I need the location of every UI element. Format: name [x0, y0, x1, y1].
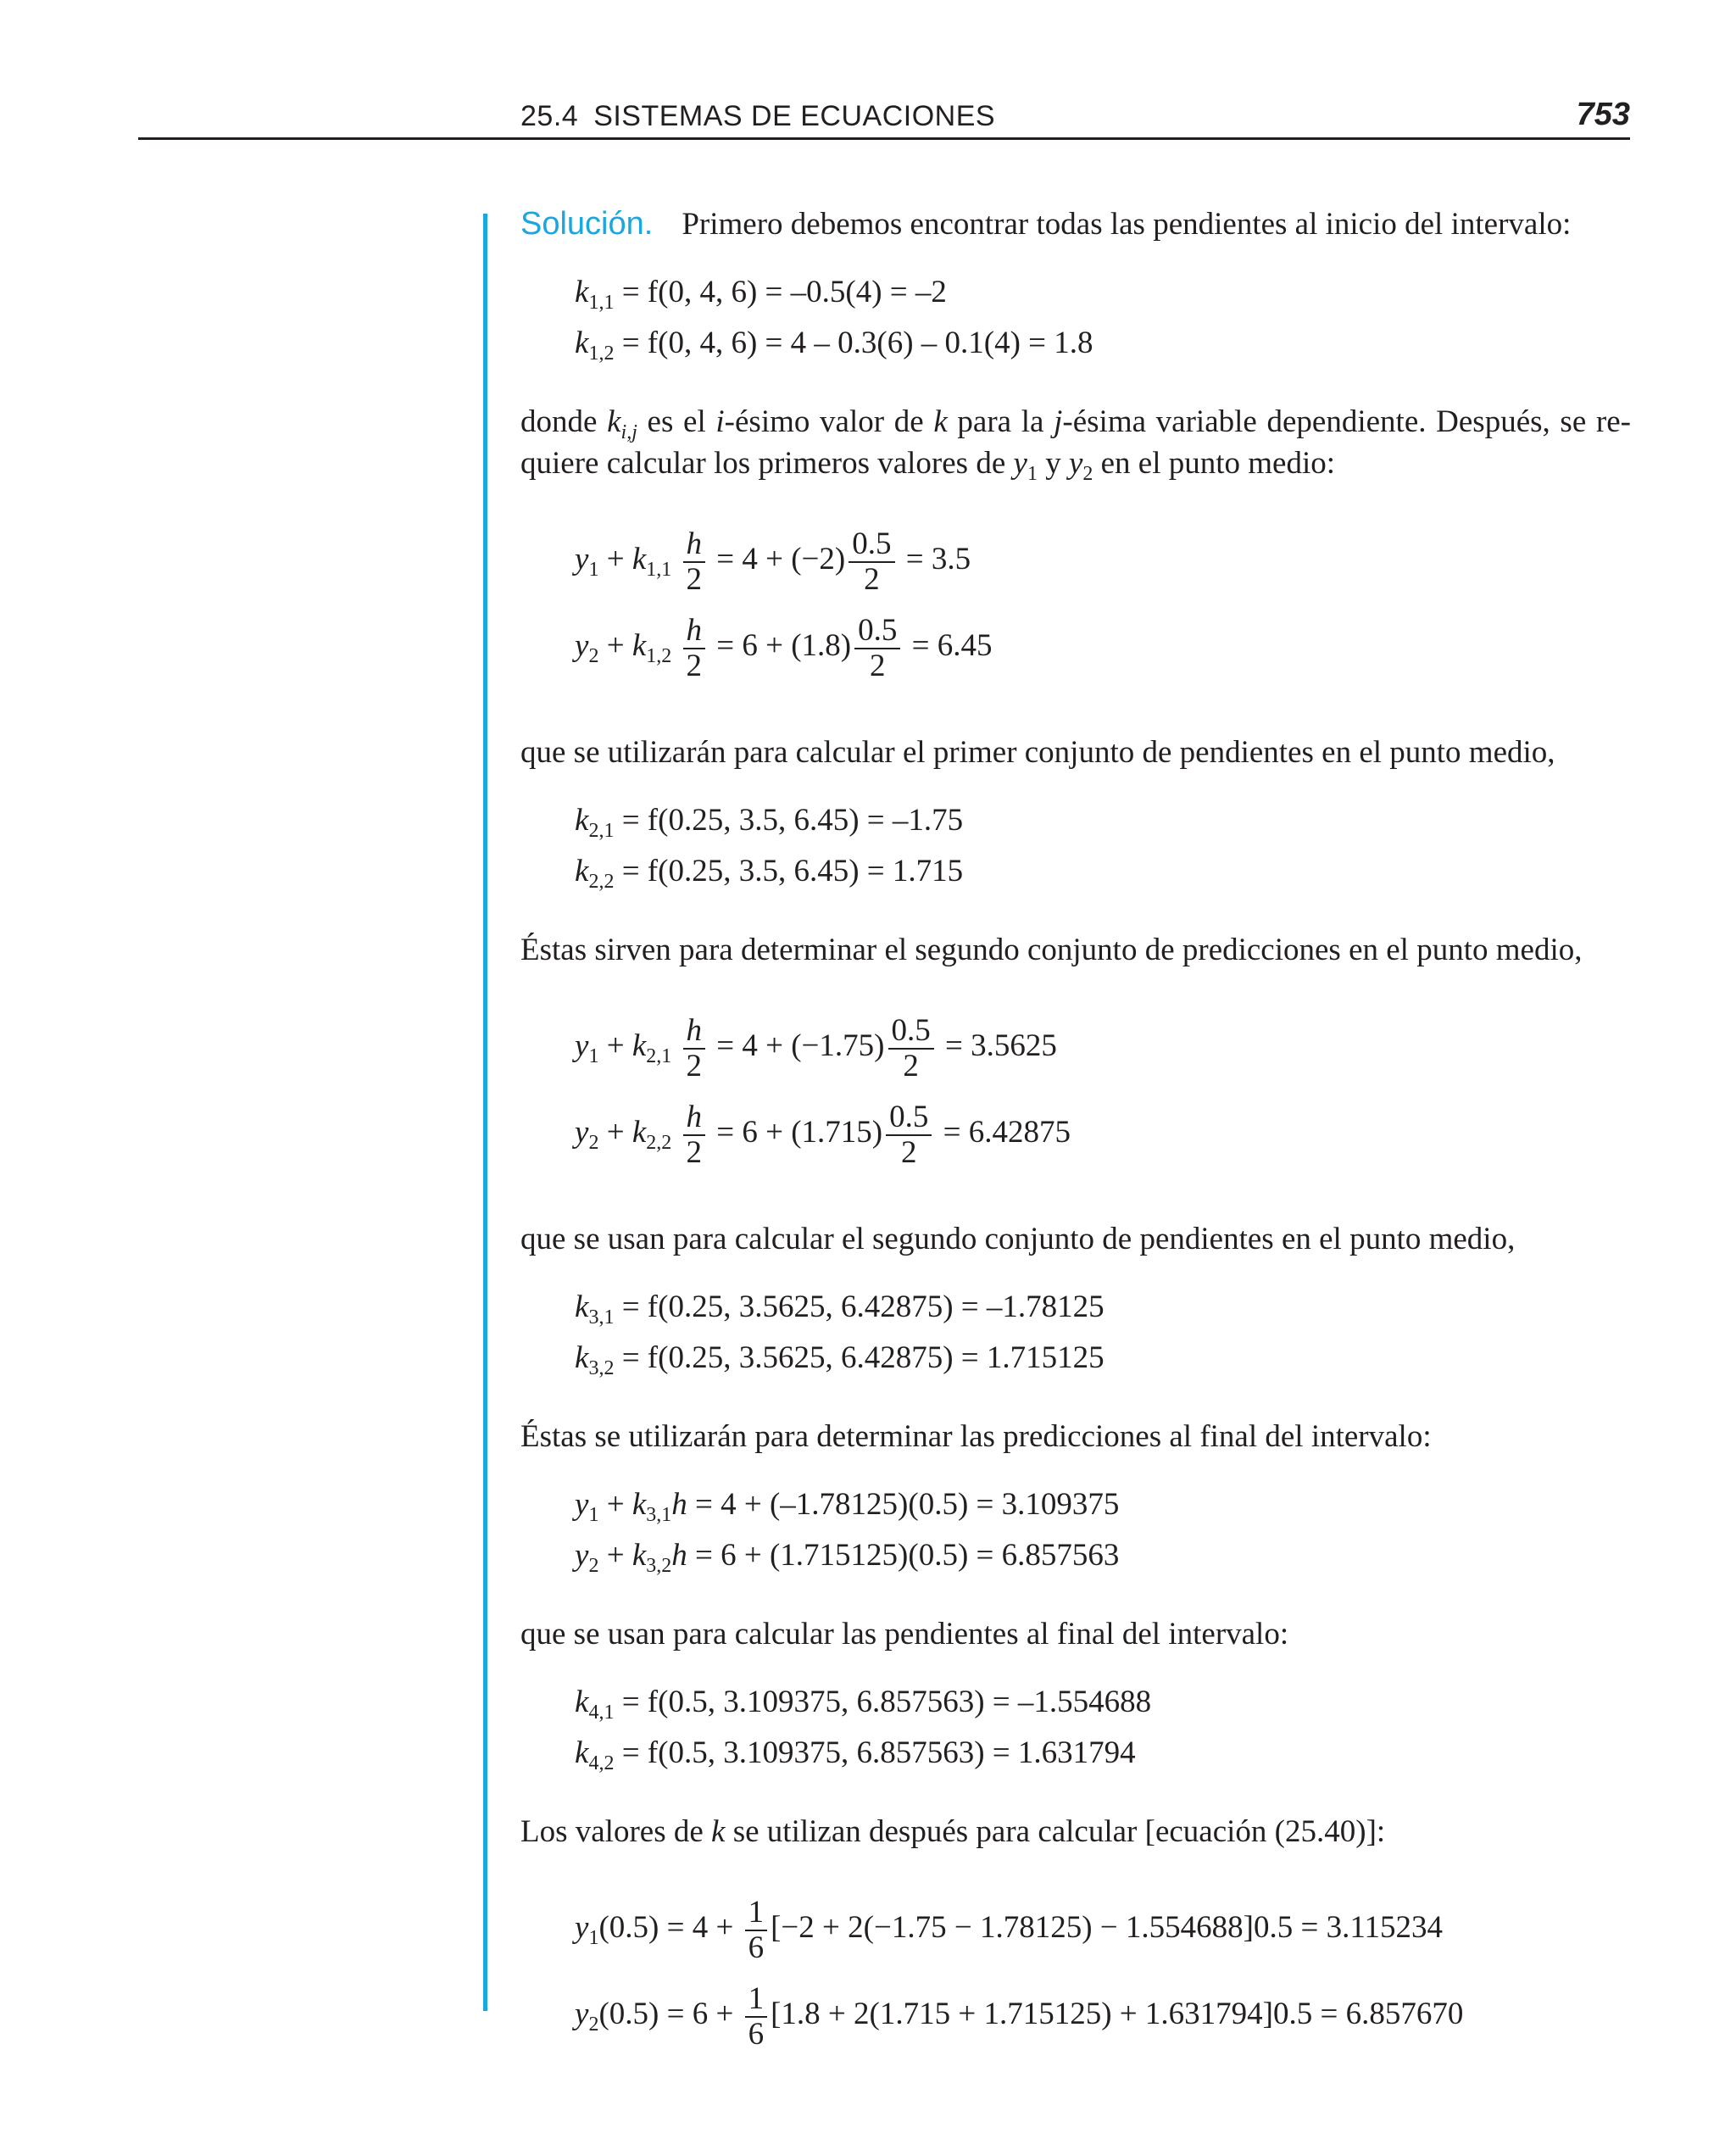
equation-y1-mid1: $y_1 + k_{1,1}$ $\frac{h}{2}$ = 4 + (−2) $\frac{0.5}{2}$ = 3.5 — [575, 526, 971, 597]
equation-k31: $k_{3,1} = f(0.25$, 3.5625, 6.42875) = –1.78125 — [575, 1289, 1104, 1328]
paragraph-text: que se usan para calcular el segundo conjunto de pendientes en el punto medio, — [520, 1222, 1516, 1256]
paragraph-text: que se usan para calcular las pendientes al final del intervalo: — [520, 1617, 1289, 1651]
section-title: SISTEMAS DE ECUACIONES — [593, 100, 996, 132]
equation-y2-end: $y_2 + k_{3,2}h = 6 + (1.715125)(0.5) = 6.857563$ — [575, 1538, 1120, 1577]
equation-y1-mid2: $y_1 + k_{2,1}$ $\frac{h}{2}$ = 4 + (−1.75) $\frac{0.5}{2}$ = 3.5625 — [575, 1012, 1057, 1083]
section-number: 25.4 — [520, 100, 579, 132]
equation-y1-final: $y_1(0.5) = 4$ + $\frac{1}{6}$ [−2 + 2(−1.75 − 1.78125) − 1.554688]0.5 = 3.115234 — [575, 1894, 1443, 1965]
equation-block-k4 — [575, 1677, 1631, 1779]
paragraph-final: Los valores de k se utilizan después para calcular [ecuación (25.40)]: — [520, 1814, 1386, 1849]
running-header — [138, 92, 1630, 140]
equation-block-mid1 — [575, 516, 1631, 689]
paragraph-text: Éstas sirven para determinar el segundo conjunto de predicciones en el punto medio, — [520, 933, 1583, 967]
paragraph-text: Primero debemos encontrar todas las pendientes al inicio del intervalo: — [682, 207, 1572, 242]
paragraph-intro — [520, 203, 1631, 245]
equation-block-final — [575, 1885, 1631, 2058]
equation-block-mid2 — [575, 1003, 1631, 1176]
solution-body — [520, 203, 1631, 2058]
equation-k21: $k_{2,1} = f(0.25$, 3.5, 6.45) = –1.75 — [575, 803, 964, 842]
paragraph-text: Éstas se utilizarán para determinar las predicciones al final del intervalo: — [520, 1419, 1432, 1454]
equation-y2-final: $y_2(0.5) = 6$ + $\frac{1}{6}$ [1.8 + 2(1.715 + 1.715125) + 1.631794]0.5 = 6.857670 — [575, 1980, 1464, 2052]
equation-k32: $k_{3,2} = f(0.25$, 3.5625, 6.42875) = 1.715125 — [575, 1340, 1104, 1379]
page-number: 753 — [1576, 97, 1630, 132]
solution-margin-bar — [483, 214, 487, 2011]
equation-block-k1 — [575, 267, 1631, 369]
equation-block-k3 — [575, 1282, 1631, 1384]
section-heading — [520, 100, 995, 133]
paragraph-donde: donde $k_{i,j}$ es el i-ésimo valor de k para la j-ésima variable dependiente. Después, se re-quiere calcular los primeros valores de $y_1$ y $y_2$ en el punto medio: — [520, 404, 1631, 485]
equation-y1-end: $y_1 + k_{3,1}h = 4 + (-1.78125)(0.5) = 3.109375$ — [575, 1487, 1120, 1526]
equation-k42: $k_{4,2} = f(0.5$, 3.109375, 6.857563) = 1.631794 — [575, 1735, 1136, 1774]
solution-label: Solución. — [520, 206, 654, 242]
equation-block-k2 — [575, 795, 1631, 897]
paragraph-text: que se utilizarán para calcular el primer conjunto de pendientes en el punto medio, — [520, 735, 1555, 770]
equation-y2-mid1: $y_2 + k_{1,2}$ $\frac{h}{2}$ = 6 + (1.8) $\frac{0.5}{2}$ = 6.45 — [575, 612, 993, 683]
equation-k22: $k_{2,2} = f(0.25$, 3.5, 6.45) = 1.715 — [575, 854, 964, 893]
equation-k12: $k_{1,2} = f(0$, 4, 6) = 4 – 0.3(6) – 0.1(4) = 1.8 — [575, 326, 1093, 365]
equation-block-end — [575, 1479, 1631, 1581]
equation-k11: $k_{1,1} = f(0$, 4, 6) = –0.5(4) = –2 — [575, 275, 947, 314]
equation-k41: $k_{4,1} = f(0.5$, 3.109375, 6.857563) = –1.554688 — [575, 1685, 1152, 1724]
equation-y2-mid2: $y_2 + k_{2,2}$ $\frac{h}{2}$ = 6 + (1.715) $\frac{0.5}{2}$ = 6.42875 — [575, 1099, 1071, 1170]
